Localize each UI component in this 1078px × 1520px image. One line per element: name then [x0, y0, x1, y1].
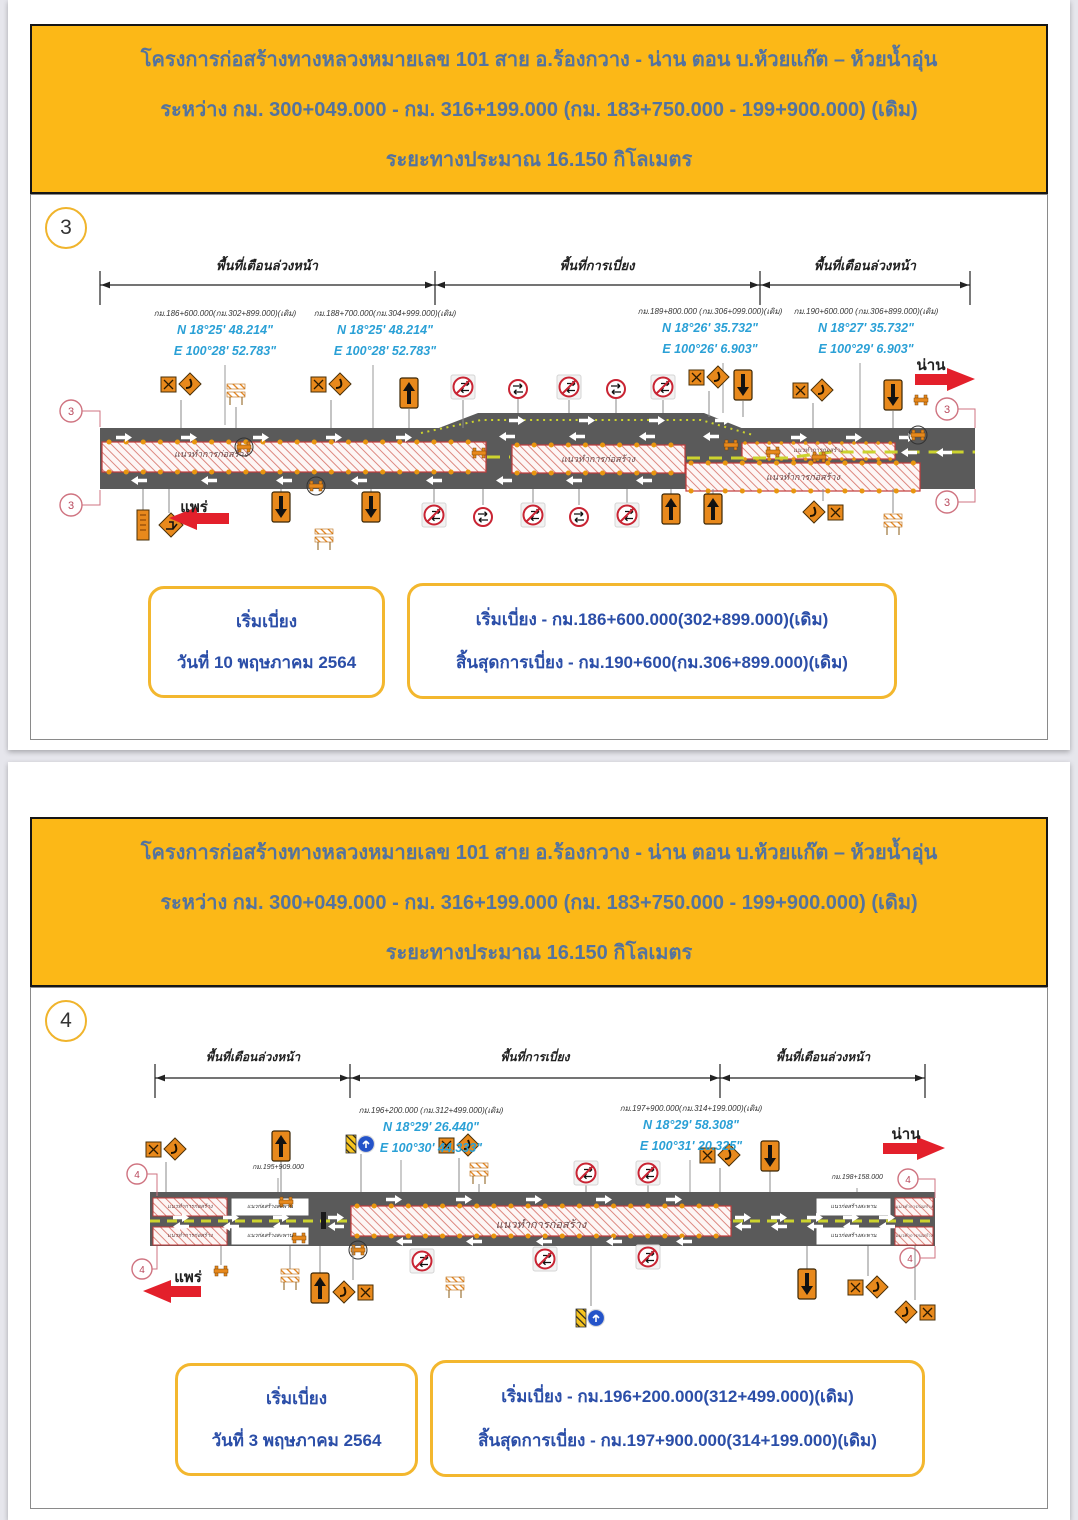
station-lat: N 18°25' 48.214" — [337, 323, 433, 337]
direction-label-right: น่าน — [916, 357, 946, 374]
arrow-board-up-sign — [662, 494, 680, 524]
station-km: กม.188+700.000(กม.304+999.000)(เดิม) — [313, 309, 457, 318]
header-line-1: โครงการก่อสร้างทางหลวงหมายเลข 101 สาย อ.ร้องกวาง - น่าน ตอน บ.ห้วยแก๊ต – ห้วยน้ำอุ่น — [140, 842, 938, 864]
construction-box-label: แนวทำการก่อสร้าง — [895, 1233, 933, 1238]
panel-number-badge: 3 — [45, 207, 87, 249]
marker-right-top: 4 — [905, 1175, 911, 1186]
bridge-marker — [321, 1212, 326, 1229]
arrow-board-up-sign — [400, 378, 418, 408]
zone-label-right: พื้นที่เตือนล่วงหน้า — [814, 258, 916, 273]
station-lon: E 100°26' 6.903" — [662, 342, 758, 356]
arrow-board-up-sign — [704, 494, 722, 524]
arrow-board-down-sign — [734, 370, 752, 400]
station-lat: N 18°29' 26.440" — [383, 1120, 479, 1134]
km-label-left: กม.195+909.000 — [252, 1164, 304, 1171]
diversion-start-date-box — [175, 1363, 418, 1476]
arrow-board-down-sign — [798, 1269, 816, 1299]
barricade-icon — [281, 1269, 299, 1290]
station-lat: N 18°29' 58.308" — [643, 1118, 739, 1132]
station-label-2 — [571, 1102, 811, 1157]
marker-left-top: 4 — [134, 1170, 140, 1181]
diversion-end-km: สิ้นสุดการเบี่ยง - กม.197+900.000(314+199.000)(เดิม) — [478, 1430, 877, 1450]
construction-zone-label: แนวทำการก่อสร้าง — [766, 472, 840, 482]
zone-label-right: พื้นที่เตือนล่วงหน้า — [775, 1050, 871, 1064]
diversion-start-label: เริ่มเบี่ยง — [265, 1389, 327, 1408]
dimension-lines — [100, 271, 970, 305]
roadwork-warning-sign — [161, 373, 201, 395]
roadwork-warning-sign — [803, 501, 843, 523]
arrow-board-down-sign — [272, 492, 290, 522]
barricade-icon — [470, 1163, 488, 1184]
no-overtaking-sign — [410, 1249, 434, 1273]
roadwork-warning-sign — [311, 373, 351, 395]
no-overtaking-sign — [615, 503, 639, 527]
page-card-1 — [8, 0, 1070, 750]
panel-number-badge: 4 — [45, 1000, 87, 1042]
no-overtaking-sign — [521, 503, 545, 527]
no-overtaking-sign — [574, 1161, 598, 1185]
diversion-start-km: เริ่มเบี่ยง - กม.186+600.000(302+899.000)(เดิม) — [475, 610, 829, 629]
diversion-km-range-box — [430, 1360, 925, 1477]
roadwork-warning-sign — [895, 1301, 935, 1323]
barricade-icon — [315, 529, 333, 550]
diversion-start-date: วันที่ 3 พฤษภาคม 2564 — [211, 1431, 382, 1450]
station-lat: N 18°25' 48.214" — [177, 323, 273, 337]
header-line-1: โครงการก่อสร้างทางหลวงหมายเลข 101 สาย อ.ร้องกวาง - น่าน ตอน บ.ห้วยแก๊ต – ห้วยน้ำอุ่น — [140, 49, 938, 71]
dimension-lines — [155, 1064, 925, 1098]
direction-label-right: น่าน — [891, 1126, 921, 1143]
station-km: กม.196+200.000 (กม.312+499.000)(เดิม) — [358, 1106, 504, 1115]
station-km: กม.197+900.000(กม.314+199.000)(เดิม) — [619, 1104, 763, 1113]
construction-zone-label: แนวทำการก่อสร้าง — [174, 449, 248, 459]
page-card-2 — [8, 762, 1070, 1520]
diversion-start-km: เริ่มเบี่ยง - กม.196+200.000(312+499.000)(เดิม) — [501, 1387, 854, 1407]
marker-left-top: 3 — [67, 406, 75, 418]
diversion-end-km: สิ้นสุดการเบี่ยง - กม.190+600(กม.306+899.000)(เดิม) — [456, 653, 848, 672]
station-km: กม.190+600.000 (กม.306+899.000)(เดิม) — [793, 307, 939, 316]
diversion-start-date-box — [148, 586, 385, 698]
two-way-traffic-sign — [607, 380, 625, 398]
no-overtaking-sign — [557, 375, 581, 399]
station-lon: E 100°28' 52.783" — [173, 344, 277, 358]
direction-label-left: แพร่ — [180, 499, 208, 516]
construction-zone-label: แนวทำการก่อสร้าง — [561, 454, 635, 464]
no-overtaking-sign — [533, 1247, 557, 1271]
barricade-icon — [227, 384, 245, 405]
diagram-panel-3 — [30, 194, 1048, 740]
keep-right-sign — [576, 1309, 605, 1327]
vertical-panel-sign — [137, 510, 149, 540]
station-km: กม.186+600.000(กม.302+899.000)(เดิม) — [153, 309, 297, 318]
station-label-1 — [311, 1104, 551, 1159]
marker-right-bottom: 4 — [907, 1254, 913, 1265]
marker-left-bottom: 4 — [139, 1265, 145, 1276]
barrier-icon — [914, 395, 928, 405]
no-overtaking-sign — [651, 375, 675, 399]
no-overtaking-sign — [636, 1161, 660, 1185]
station-label-4 — [746, 305, 986, 360]
station-lat: N 18°27' 35.732" — [818, 321, 914, 335]
zone-label-left: พื้นที่เตือนล่วงหน้า — [205, 1050, 301, 1064]
header-line-3: ระยะทางประมาณ 16.150 กิโลเมตร — [385, 942, 693, 964]
bridge-box-label: แนวก่อสร้างสะพาน — [830, 1233, 877, 1239]
construction-box-label: แนวทำการก่อสร้าง — [167, 1204, 213, 1210]
station-lon: E 100°30' 44.333" — [379, 1141, 483, 1155]
traffic-signs-bottom — [137, 492, 902, 550]
no-overtaking-sign — [636, 1245, 660, 1269]
traffic-signs-bottom — [214, 1245, 935, 1327]
marker-right-bottom: 3 — [943, 497, 951, 509]
construction-zone-label: แนวทำการก่อสร้าง — [793, 448, 843, 454]
bridge-box-label: แนวก่อสร้างสะพาน — [247, 1204, 293, 1210]
header-line-2: ระหว่าง กม. 300+049.000 - กม. 316+199.000 (กม. 183+750.000 - 199+900.000) (เดิม) — [160, 892, 918, 914]
no-overtaking-sign — [451, 375, 475, 399]
km-label-right: กม.198+158.000 — [831, 1174, 883, 1181]
zone-label-left: พื้นที่เตือนล่วงหน้า — [216, 258, 318, 273]
station-lat: N 18°26' 35.732" — [662, 321, 758, 335]
marker-left-bottom: 3 — [67, 500, 75, 512]
header-line-2: ระหว่าง กม. 300+049.000 - กม. 316+199.000 (กม. 183+750.000 - 199+900.000) (เดิม) — [160, 99, 918, 121]
station-lon: E 100°29' 6.903" — [818, 342, 914, 356]
roadwork-warning-sign — [793, 379, 833, 401]
arrow-board-down-sign — [884, 380, 902, 410]
construction-box-label: แนวทำการก่อสร้าง — [895, 1204, 933, 1209]
two-way-traffic-sign — [509, 380, 527, 398]
no-overtaking-sign — [422, 503, 446, 527]
zone-label-mid: พื้นที่การเบี่ยง — [500, 1050, 570, 1064]
station-label-2 — [265, 307, 505, 362]
bridge-box-label: แนวก่อสร้างสะพาน — [830, 1204, 877, 1210]
station-km: กม.189+800.000 (กม.306+099.000)(เดิม) — [637, 307, 783, 316]
roadwork-warning-sign — [146, 1138, 186, 1160]
diversion-start-label: เริ่มเบี่ยง — [235, 611, 297, 631]
arrow-board-up-sign — [272, 1131, 290, 1161]
construction-zone-label: แนวทำการก่อสร้าง — [495, 1219, 587, 1231]
two-way-traffic-sign — [570, 508, 588, 526]
station-lon: E 100°31' 20.325" — [639, 1139, 743, 1153]
project-header-2 — [30, 817, 1048, 987]
barricade-icon — [884, 514, 902, 535]
zone-label-mid: พื้นที่การเบี่ยง — [559, 258, 635, 273]
header-line-3: ระยะทางประมาณ 16.150 กิโลเมตร — [385, 149, 693, 171]
construction-box-label: แนวทำการก่อสร้าง — [167, 1233, 213, 1239]
roadwork-warning-sign — [333, 1281, 373, 1303]
diagram-panel-4 — [30, 987, 1048, 1509]
barricade-icon — [446, 1277, 464, 1298]
diversion-km-range-box — [407, 583, 897, 699]
road-diagram-4 — [31, 988, 1047, 1348]
direction-label-left: แพร่ — [174, 1269, 202, 1286]
arrow-board-down-sign — [362, 492, 380, 522]
arrow-board-up-sign — [311, 1273, 329, 1303]
two-way-traffic-sign — [474, 508, 492, 526]
project-header-1 — [30, 24, 1048, 194]
bridge-box-label: แนวก่อสร้างสะพาน — [247, 1233, 293, 1239]
diversion-start-date: วันที่ 10 พฤษภาคม 2564 — [176, 653, 357, 673]
marker-right-top: 3 — [943, 404, 951, 416]
station-lon: E 100°28' 52.783" — [333, 344, 437, 358]
roadwork-warning-sign — [848, 1276, 888, 1298]
